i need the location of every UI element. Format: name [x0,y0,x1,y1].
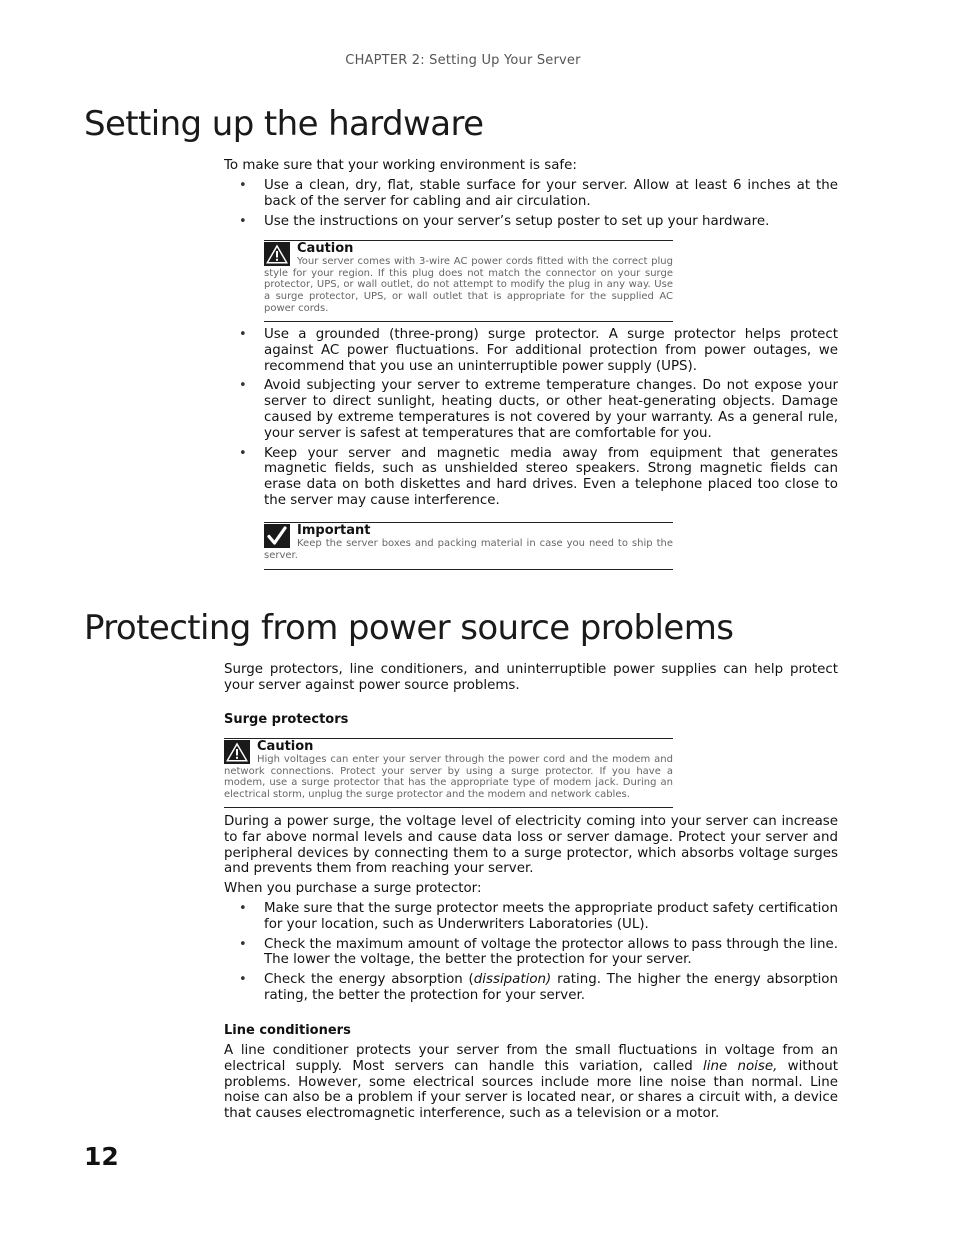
list-item: • Use a clean, dry, flat, stable surface for your server. Allow at least 6 inches at the back of the server for cabling and air circulation. [239,177,838,209]
checkmark-icon [264,524,290,548]
purchase-intro: When you purchase a surge protector: [224,881,482,897]
section-title-hardware: Setting up the hardware [84,104,484,144]
caution-title: Caution [297,241,354,256]
surge-paragraph: During a power surge, the voltage level of electricity coming into your server can increase to far above normal levels and cause data loss or server damage. Protect your server and peripheral devices by connecting them to a surge protector, which absorbs voltage surges and prevents them from reaching your server. [224,814,838,877]
important-note-boxes [264,522,673,570]
bullet-icon: • [239,327,247,342]
list-item: • Use a grounded (three-prong) surge protector. A surge protector helps protect against AC power fluctuations. For additional protection from power outages, we recommend that you use an uninterruptible power supply (UPS). [239,327,838,374]
bullet-icon: • [239,378,247,394]
hardware-bullets-a [224,178,838,230]
list-item: • Use the instructions on your server’s setup poster to set up your hardware. [239,214,770,230]
bullet-icon: • [239,214,247,230]
hardware-intro-block [224,158,838,230]
line-conditioner-paragraph: A line conditioner protects your server from the small fluctuations in voltage from an electrical supply. Most servers can handle this variation, called line noise, without problems. However, some electrical sources include more line noise than normal. Line noise can also be a problem if your server is located near, or shares a circuit with, a device that causes electromagnetic interference, such as a television or a motor. [224,1043,839,1122]
caution-title: Caution [257,739,314,754]
list-item: • Check the maximum amount of voltage the protector allows to pass through the line. The lower the voltage, the better the protection for your server. [239,936,838,968]
caution-text: High voltages can enter your server through the power cord and the modem and network connections. Protect your server by using a surge protector. If you have a modem, use a surge protector that has the appropriate type of modem jack. During an electrical storm, unplug the surge protector and the modem and network cables. [224,754,673,801]
caution-note-power-cords [264,240,673,322]
list-item: • Avoid subjecting your server to extreme temperature changes. Do not expose your server to direct sunlight, heating ducts, or other heat-generating objects. Damage caused by extreme temperatures is not covered by your warranty. As a general rule, your server is safest at temperatures that are comfortable for you. [239,378,838,441]
bullet-icon: • [239,972,247,988]
bullet-icon: • [239,900,247,916]
hardware-bullets-b [224,327,838,509]
caution-note-high-voltage [224,738,673,808]
warning-icon [224,740,250,764]
warning-icon [264,242,290,266]
caution-text: Your server comes with 3-wire AC power cords fitted with the correct plug style for your region. If this plug does not match the connector on your surge protector, UPS, or wall outlet, do not attempt to modify the plug in any way. Use a surge protector, UPS, or wall outlet that is appropriate for the supplied AC power cords. [264,256,673,314]
section-title-power: Protecting from power source problems [84,608,734,648]
power-intro-block [224,662,838,694]
surge-body-block [224,814,838,1004]
subheading-line-conditioners: Line conditioners [224,1023,351,1038]
bullet-icon: • [239,936,247,952]
bullet-icon: • [239,177,247,193]
running-head: CHAPTER 2: Setting Up Your Server [345,53,581,68]
important-title: Important [297,523,371,538]
bullet-icon: • [239,445,247,461]
hardware-intro: To make sure that your working environment is safe: [224,158,577,173]
line-conditioner-block [224,1043,838,1122]
purchase-bullets [224,901,838,1004]
subheading-surge-protectors: Surge protectors [224,712,349,727]
hardware-bullets-b-block [224,323,838,509]
list-item: • Make sure that the surge protector meets the appropriate product safety certification for your location, such as Underwriters Laboratories (UL). [239,900,838,932]
list-item: • Keep your server and magnetic media away from equipment that generates magnetic fields, such as unshielded stereo speakers. Strong magnetic fields can erase data on both diskettes and hard drives. Even a telephone placed too close to the server may cause interference. [239,445,838,508]
list-item: • Check the energy absorption (dissipation) rating. The higher the energy absorption rating, the better the protection for your server. [239,972,838,1003]
important-text: Keep the server boxes and packing material in case you need to ship the server. [264,538,673,561]
power-intro: Surge protectors, line conditioners, and uninterruptible power supplies can help protect your server against power source problems. [224,662,838,693]
page-number: 12 [84,1142,119,1171]
